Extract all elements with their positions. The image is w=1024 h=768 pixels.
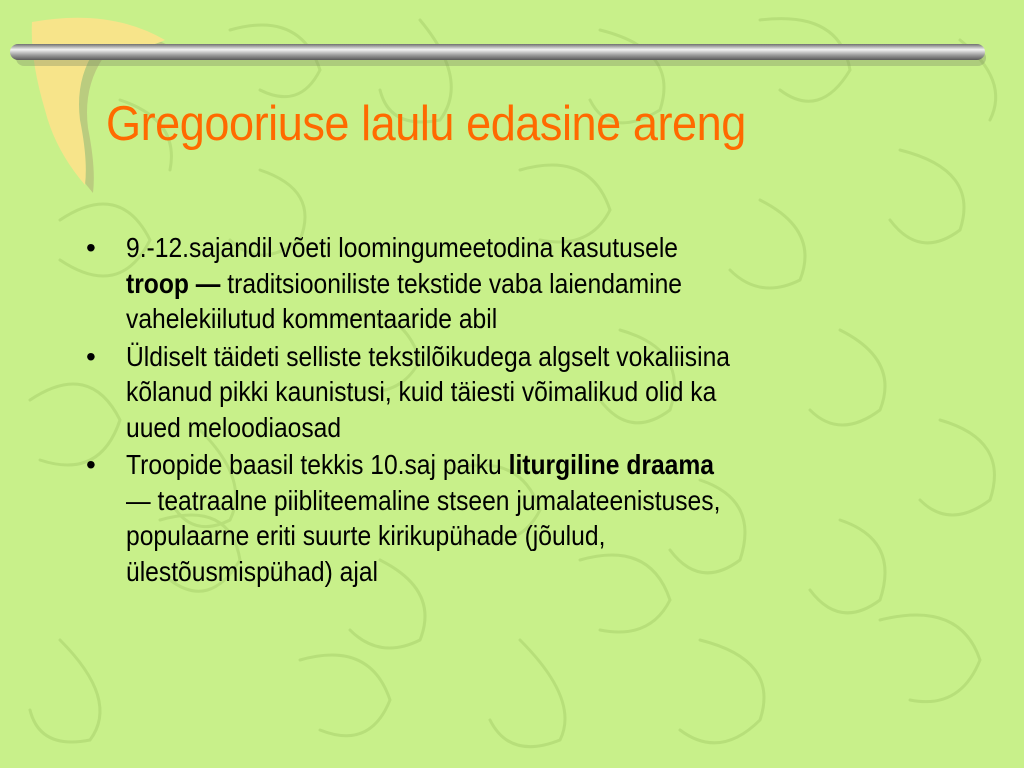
bullet-text: — teatraalne piibliteemaline stseen jumalateenistuses, [126,484,721,516]
bullet-text-line [126,554,830,590]
bullet-text: 9.-12.sajandil võeti loomingumeetodina kasutusele [126,232,679,263]
bullet-item [86,447,926,589]
bullet-text: Üldiselt täideti selliste tekstilõikudega algselt vokaliisina [126,340,730,372]
bullet-text: uued meloodiaosad [126,411,342,443]
bullet-item [86,230,926,337]
bullet-item [86,339,926,446]
bullet-text: vahelekiilutud kommentaaride abil [126,303,498,334]
bullet-list [86,230,926,591]
bullet-text-line [126,518,830,554]
bullet-text-line [126,410,830,446]
bullet-text-line [126,447,830,483]
bullet-text-line [126,339,830,375]
bullet-dot-icon: • [86,449,96,480]
bullet-dot-icon: • [86,232,96,263]
bullet-text-line [126,483,830,519]
bullet-text-line [126,230,830,266]
title-divider-bar [10,40,990,70]
bullet-text: traditsiooniliste tekstide vaba laiendamine [227,267,683,299]
slide-title: Gregooriuse laulu edasine areng [106,97,746,151]
bullet-text-line [126,374,830,410]
bullet-text-line [126,301,830,337]
bullet-text: kõlanud pikki kaunistusi, kuid täiesti võimalikud olid ka [126,376,717,407]
bold-term: liturgiline draama [508,449,714,480]
bullet-text: ülestõusmispühad) ajal [126,555,379,587]
bullet-text-line [126,266,830,302]
bullet-text: Troopide baasil tekkis 10.saj paiku [126,449,509,480]
bullet-dot-icon: • [86,340,96,372]
bullet-text: populaarne eriti suurte kirikupühade (jõulud, [126,520,606,551]
bold-term: troop — [126,267,228,299]
